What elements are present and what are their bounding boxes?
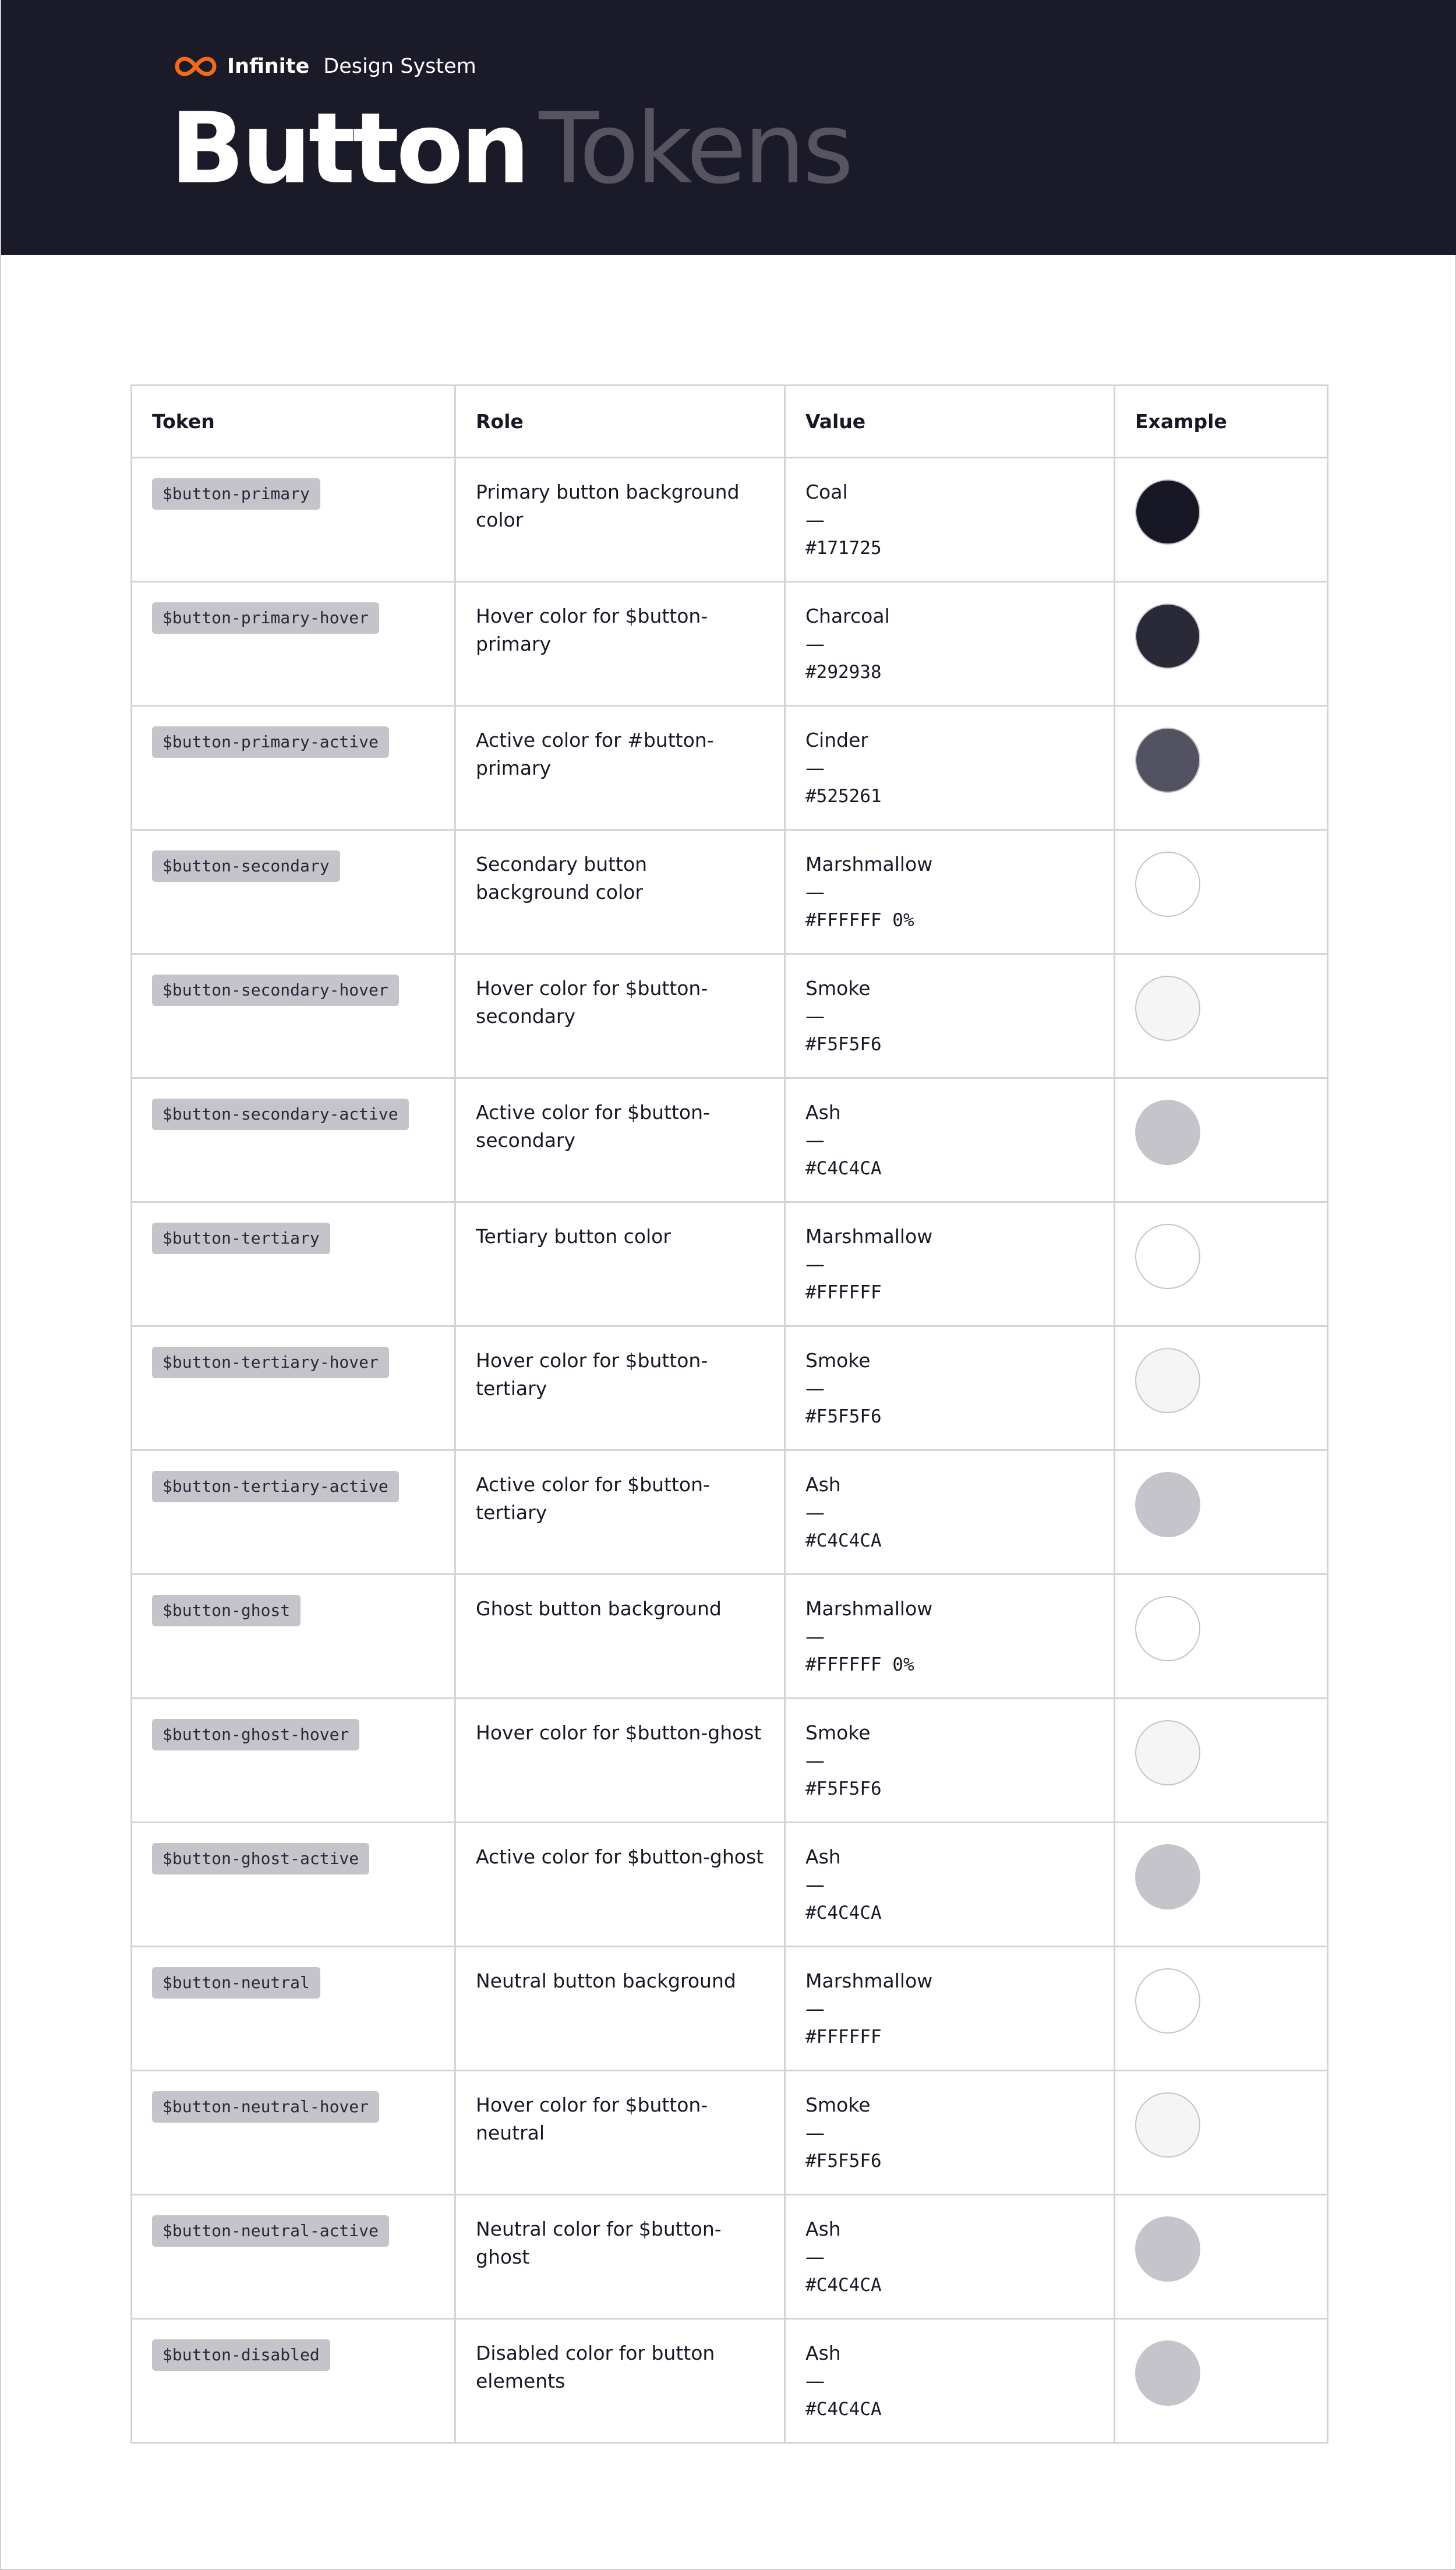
table-row bbox=[132, 1326, 1328, 1450]
role-cell: Active color for $button-secondary bbox=[455, 1078, 785, 1202]
hex-value: #C4C4CA bbox=[805, 2275, 882, 2296]
color-swatch bbox=[1135, 728, 1200, 793]
table-row bbox=[132, 1202, 1328, 1326]
table-row bbox=[132, 1823, 1328, 1947]
token-cell bbox=[132, 1326, 455, 1450]
value-cell bbox=[785, 2319, 1115, 2443]
value-cell bbox=[785, 954, 1115, 1078]
role-cell: Hover color for $button-primary bbox=[455, 582, 785, 706]
value-separator: — bbox=[805, 1253, 825, 1276]
brand bbox=[174, 55, 476, 78]
value-separator: — bbox=[805, 1997, 825, 2020]
example-cell bbox=[1115, 1947, 1328, 2071]
color-swatch bbox=[1135, 1596, 1200, 1661]
value-cell bbox=[785, 1450, 1115, 1575]
color-name: Ash bbox=[805, 1845, 841, 1868]
value-cell bbox=[785, 1575, 1115, 1699]
token-cell bbox=[132, 2195, 455, 2319]
token-name-chip: $button-tertiary bbox=[152, 1223, 330, 1254]
color-name: Ash bbox=[805, 1473, 841, 1496]
color-name: Marshmallow bbox=[805, 1969, 933, 1992]
value-separator: — bbox=[805, 1377, 825, 1400]
value-cell bbox=[785, 706, 1115, 830]
color-name: Marshmallow bbox=[805, 1225, 933, 1248]
role-cell: Tertiary button color bbox=[455, 1202, 785, 1326]
example-cell bbox=[1115, 1823, 1328, 1947]
token-name-chip: $button-neutral bbox=[152, 1967, 320, 1999]
table-row bbox=[132, 582, 1328, 706]
token-cell bbox=[132, 1823, 455, 1947]
role-cell: Hover color for $button-neutral bbox=[455, 2071, 785, 2195]
role-cell: Primary button background color bbox=[455, 458, 785, 582]
color-swatch bbox=[1135, 976, 1200, 1041]
color-swatch bbox=[1135, 852, 1200, 917]
token-cell bbox=[132, 830, 455, 954]
table-row bbox=[132, 830, 1328, 954]
value-separator: — bbox=[805, 2121, 825, 2144]
color-swatch bbox=[1135, 2340, 1200, 2406]
color-swatch bbox=[1135, 1720, 1200, 1785]
token-cell bbox=[132, 954, 455, 1078]
brand-name: Infinite bbox=[227, 55, 310, 78]
example-cell bbox=[1115, 1326, 1328, 1450]
color-swatch bbox=[1135, 603, 1200, 669]
hex-value: #C4C4CA bbox=[805, 1158, 882, 1179]
value-cell bbox=[785, 2195, 1115, 2319]
example-cell bbox=[1115, 2071, 1328, 2195]
page-title bbox=[170, 93, 851, 204]
hex-value: #FFFFFF bbox=[805, 2027, 882, 2047]
color-name: Smoke bbox=[805, 2094, 871, 2116]
table-row bbox=[132, 706, 1328, 830]
color-name: Ash bbox=[805, 2342, 841, 2364]
token-name-chip: $button-secondary bbox=[152, 850, 340, 882]
example-cell bbox=[1115, 954, 1328, 1078]
color-swatch bbox=[1135, 1224, 1200, 1289]
value-separator: — bbox=[805, 1501, 825, 1524]
color-name: Smoke bbox=[805, 1721, 871, 1744]
role-cell: Ghost button background bbox=[455, 1575, 785, 1699]
header-token: Token bbox=[132, 386, 455, 458]
value-separator: — bbox=[805, 1005, 825, 1028]
token-name-chip: $button-ghost-hover bbox=[152, 1719, 359, 1750]
role-cell: Neutral color for $button-ghost bbox=[455, 2195, 785, 2319]
table-row bbox=[132, 1450, 1328, 1575]
token-cell bbox=[132, 2071, 455, 2195]
value-separator: — bbox=[805, 1873, 825, 1896]
hex-value: #F5F5F6 bbox=[805, 1034, 882, 1055]
hex-value: #171725 bbox=[805, 538, 882, 559]
page-title-light: Tokens bbox=[539, 91, 851, 206]
token-name-chip: $button-secondary-active bbox=[152, 1099, 409, 1130]
token-cell bbox=[132, 1699, 455, 1823]
example-cell bbox=[1115, 830, 1328, 954]
value-cell bbox=[785, 1326, 1115, 1450]
value-separator: — bbox=[805, 1625, 825, 1648]
color-swatch bbox=[1135, 479, 1200, 545]
value-separator: — bbox=[805, 881, 825, 903]
color-swatch bbox=[1135, 1100, 1200, 1165]
role-cell: Hover color for $button-tertiary bbox=[455, 1326, 785, 1450]
example-cell bbox=[1115, 458, 1328, 582]
example-cell bbox=[1115, 2319, 1328, 2443]
color-name: Ash bbox=[805, 2218, 841, 2240]
role-cell: Active color for #button-primary bbox=[455, 706, 785, 830]
color-swatch bbox=[1135, 2092, 1200, 2158]
color-swatch bbox=[1135, 2216, 1200, 2282]
color-name: Ash bbox=[805, 1101, 841, 1124]
token-name-chip: $button-tertiary-active bbox=[152, 1471, 399, 1502]
value-cell bbox=[785, 582, 1115, 706]
table-header-row bbox=[132, 386, 1328, 458]
role-cell: Active color for $button-ghost bbox=[455, 1823, 785, 1947]
value-cell bbox=[785, 1823, 1115, 1947]
example-cell bbox=[1115, 1699, 1328, 1823]
color-swatch bbox=[1135, 1968, 1200, 2034]
value-cell bbox=[785, 458, 1115, 582]
role-cell: Hover color for $button-secondary bbox=[455, 954, 785, 1078]
header-role: Role bbox=[455, 386, 785, 458]
token-name-chip: $button-ghost bbox=[152, 1595, 301, 1626]
token-table bbox=[130, 384, 1328, 2444]
token-name-chip: $button-primary-active bbox=[152, 726, 389, 758]
example-cell bbox=[1115, 582, 1328, 706]
value-cell bbox=[785, 830, 1115, 954]
hex-value: #C4C4CA bbox=[805, 1902, 882, 1923]
example-cell bbox=[1115, 1078, 1328, 1202]
hex-value: #F5F5F6 bbox=[805, 1406, 882, 1427]
table-row bbox=[132, 2071, 1328, 2195]
table-row bbox=[132, 1078, 1328, 1202]
example-cell bbox=[1115, 1202, 1328, 1326]
role-cell: Hover color for $button-ghost bbox=[455, 1699, 785, 1823]
role-cell: Active color for $button-tertiary bbox=[455, 1450, 785, 1575]
page-title-strong: Button bbox=[170, 91, 528, 206]
value-separator: — bbox=[805, 509, 825, 531]
token-name-chip: $button-neutral-active bbox=[152, 2215, 389, 2247]
token-cell bbox=[132, 582, 455, 706]
token-cell bbox=[132, 1202, 455, 1326]
token-cell bbox=[132, 1078, 455, 1202]
token-name-chip: $button-primary bbox=[152, 478, 320, 510]
value-separator: — bbox=[805, 2246, 825, 2268]
hex-value: #C4C4CA bbox=[805, 2399, 882, 2420]
role-cell: Neutral button background bbox=[455, 1947, 785, 2071]
value-cell bbox=[785, 1078, 1115, 1202]
table-row bbox=[132, 2195, 1328, 2319]
table-row bbox=[132, 1699, 1328, 1823]
role-cell: Disabled color for button elements bbox=[455, 2319, 785, 2443]
value-separator: — bbox=[805, 633, 825, 655]
token-cell bbox=[132, 458, 455, 582]
example-cell bbox=[1115, 706, 1328, 830]
token-name-chip: $button-disabled bbox=[152, 2339, 330, 2371]
value-cell bbox=[785, 1202, 1115, 1326]
value-separator: — bbox=[805, 1129, 825, 1152]
example-cell bbox=[1115, 1575, 1328, 1699]
value-separator: — bbox=[805, 757, 825, 779]
table-row bbox=[132, 1947, 1328, 2071]
header-example: Example bbox=[1115, 386, 1328, 458]
header-value: Value bbox=[785, 386, 1115, 458]
table-row bbox=[132, 1575, 1328, 1699]
token-cell bbox=[132, 2319, 455, 2443]
token-name-chip: $button-ghost-active bbox=[152, 1843, 369, 1874]
hex-value: #292938 bbox=[805, 662, 882, 683]
color-name: Cinder bbox=[805, 729, 868, 751]
token-cell bbox=[132, 1450, 455, 1575]
color-name: Coal bbox=[805, 481, 848, 503]
token-name-chip: $button-secondary-hover bbox=[152, 975, 399, 1006]
hex-value: #FFFFFF bbox=[805, 1282, 882, 1303]
table-body bbox=[132, 458, 1328, 2443]
role-cell: Secondary button background color bbox=[455, 830, 785, 954]
token-name-chip: $button-primary-hover bbox=[152, 602, 379, 634]
token-cell bbox=[132, 1575, 455, 1699]
hex-value: #525261 bbox=[805, 786, 882, 807]
infinity-logo-icon bbox=[174, 55, 218, 78]
token-cell bbox=[132, 706, 455, 830]
page-header bbox=[1, 0, 1456, 255]
value-separator: — bbox=[805, 1749, 825, 1772]
hex-value: #F5F5F6 bbox=[805, 2151, 882, 2172]
token-name-chip: $button-neutral-hover bbox=[152, 2091, 379, 2123]
color-name: Smoke bbox=[805, 1349, 871, 1372]
color-swatch bbox=[1135, 1844, 1200, 1909]
value-cell bbox=[785, 2071, 1115, 2195]
value-cell bbox=[785, 1699, 1115, 1823]
brand-subtitle: Design System bbox=[323, 55, 476, 78]
value-cell bbox=[785, 1947, 1115, 2071]
hex-value: #F5F5F6 bbox=[805, 1778, 882, 1799]
table-row bbox=[132, 458, 1328, 582]
example-cell bbox=[1115, 1450, 1328, 1575]
value-separator: — bbox=[805, 2370, 825, 2392]
table-row bbox=[132, 954, 1328, 1078]
color-name: Marshmallow bbox=[805, 853, 933, 876]
color-swatch bbox=[1135, 1348, 1200, 1413]
example-cell bbox=[1115, 2195, 1328, 2319]
hex-value: #C4C4CA bbox=[805, 1530, 882, 1551]
color-name: Marshmallow bbox=[805, 1597, 933, 1620]
hex-value: #FFFFFF 0% bbox=[805, 910, 914, 931]
table-row bbox=[132, 2319, 1328, 2443]
token-name-chip: $button-tertiary-hover bbox=[152, 1347, 389, 1378]
color-name: Smoke bbox=[805, 977, 871, 1000]
color-swatch bbox=[1135, 1472, 1200, 1537]
color-name: Charcoal bbox=[805, 605, 890, 627]
hex-value: #FFFFFF 0% bbox=[805, 1654, 914, 1675]
token-cell bbox=[132, 1947, 455, 2071]
